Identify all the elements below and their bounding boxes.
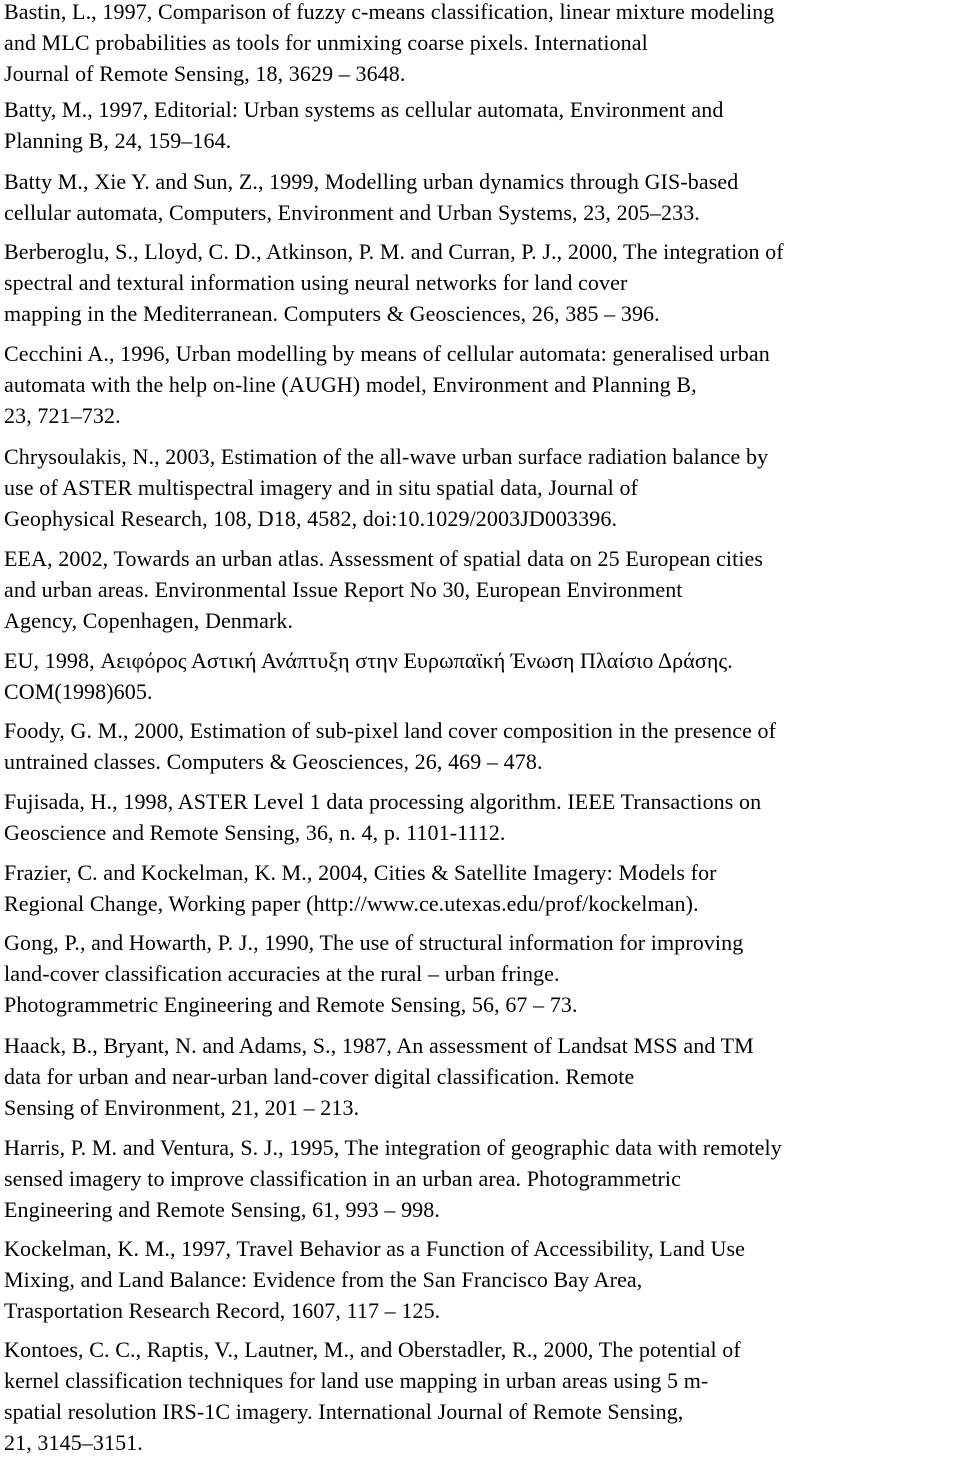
reference-batty-1997: Batty, M., 1997, Editorial: Urban systems as cellular automata, Environment and Planning B, 24, 159–164. [4,97,724,153]
reference-foody-2000: Foody, G. M., 2000, Estimation of sub-pixel land cover composition in the presence of untrained classes. Computers & Geosciences, 26, 469 – 478. [4,718,777,774]
reference-harris-1995: Harris, P. M. and Ventura, S. J., 1995, The integration of geographic data with remotely sensed imagery to improve classification in an urban area. Photogrammetric Engineering and Remote Sensing, 61, 993 – 998. [4,1135,782,1222]
reference-eea-2002: EEA, 2002, Towards an urban atlas. Assessment of spatial data on 25 European cities and urban areas. Environmental Issue Report No 30, European Environment Agency, Copenhagen, Denmark. [4,546,764,633]
reference-cecchini-1996: Cecchini A., 1996, Urban modelling by means of cellular automata: generalised urban automata with the help on-line (AUGH) model, Environment and Planning B, 23, 721–732. [4,341,770,428]
reference-haack-1987: Haack, B., Bryant, N. and Adams, S., 1987, An assessment of Landsat MSS and TM data for urban and near-urban land-cover digital classification. Remote Sensing of Environment, 21, 201 – 213. [4,1033,754,1120]
reference-bastin-1997: Bastin, L., 1997, Comparison of fuzzy c-means classification, linear mixture modeling and MLC probabilities as tools for unmixing coarse pixels. International Journal of Remote Sensing, 18, 3629 – 3648. [4,0,775,86]
reference-eu-1998: EU, 1998, Αειφόρος Αστική Ανάπτυξη στην Ευρωπαϊκή Ένωση Πλαίσιο Δράσης. COM(1998)605. [4,648,733,704]
reference-berberoglu-2000: Berberoglu, S., Lloyd, C. D., Atkinson, P. M. and Curran, P. J., 2000, The integration of spectral and textural information using neural networks for land cover mapping in the Mediterranean. Computers & Geosciences, 26, 385 – 396. [4,239,784,326]
reference-fujisada-1998: Fujisada, H., 1998, ASTER Level 1 data processing algorithm. IEEE Transactions on Geoscience and Remote Sensing, 36, n. 4, p. 1101-1112. [4,789,762,845]
reference-chrysoulakis-2003: Chrysoulakis, N., 2003, Estimation of the all-wave urban surface radiation balance by use of ASTER multispectral imagery and in situ spatial data, Journal of Geophysical Research, 108, D18, 4582, doi:10.1029/2003JD003396. [4,444,769,531]
reference-kockelman-1997: Kockelman, K. M., 1997, Travel Behavior as a Function of Accessibility, Land Use Mixing, and Land Balance: Evidence from the San Francisco Bay Area, Trasportation Research Record, 1607, 117 – 125. [4,1236,746,1323]
reference-gong-1990: Gong, P., and Howarth, P. J., 1990, The use of structural information for improving land-cover classification accuracies at the rural – urban fringe. Photogrammetric Engineering and Remote Sensing, 56, 67 – 73. [4,930,744,1017]
reference-batty-1999: Batty M., Xie Y. and Sun, Z., 1999, Modelling urban dynamics through GIS-based cellular automata, Computers, Environment and Urban Systems, 23, 205–233. [4,169,739,225]
reference-kontoes-2000: Kontoes, C. C., Raptis, V., Lautner, M., and Oberstadler, R., 2000, The potential of kernel classification techniques for land use mapping in urban areas using 5 m- spatial resolution IRS-1C imagery. International Journal of Remote Sensing, 21, 3145–3151. [4,1337,741,1455]
reference-frazier-2004: Frazier, C. and Kockelman, K. M., 2004, Cities & Satellite Imagery: Models for Regional Change, Working paper (http://www.ce.utexas.edu/prof/kockelman). [4,860,717,916]
